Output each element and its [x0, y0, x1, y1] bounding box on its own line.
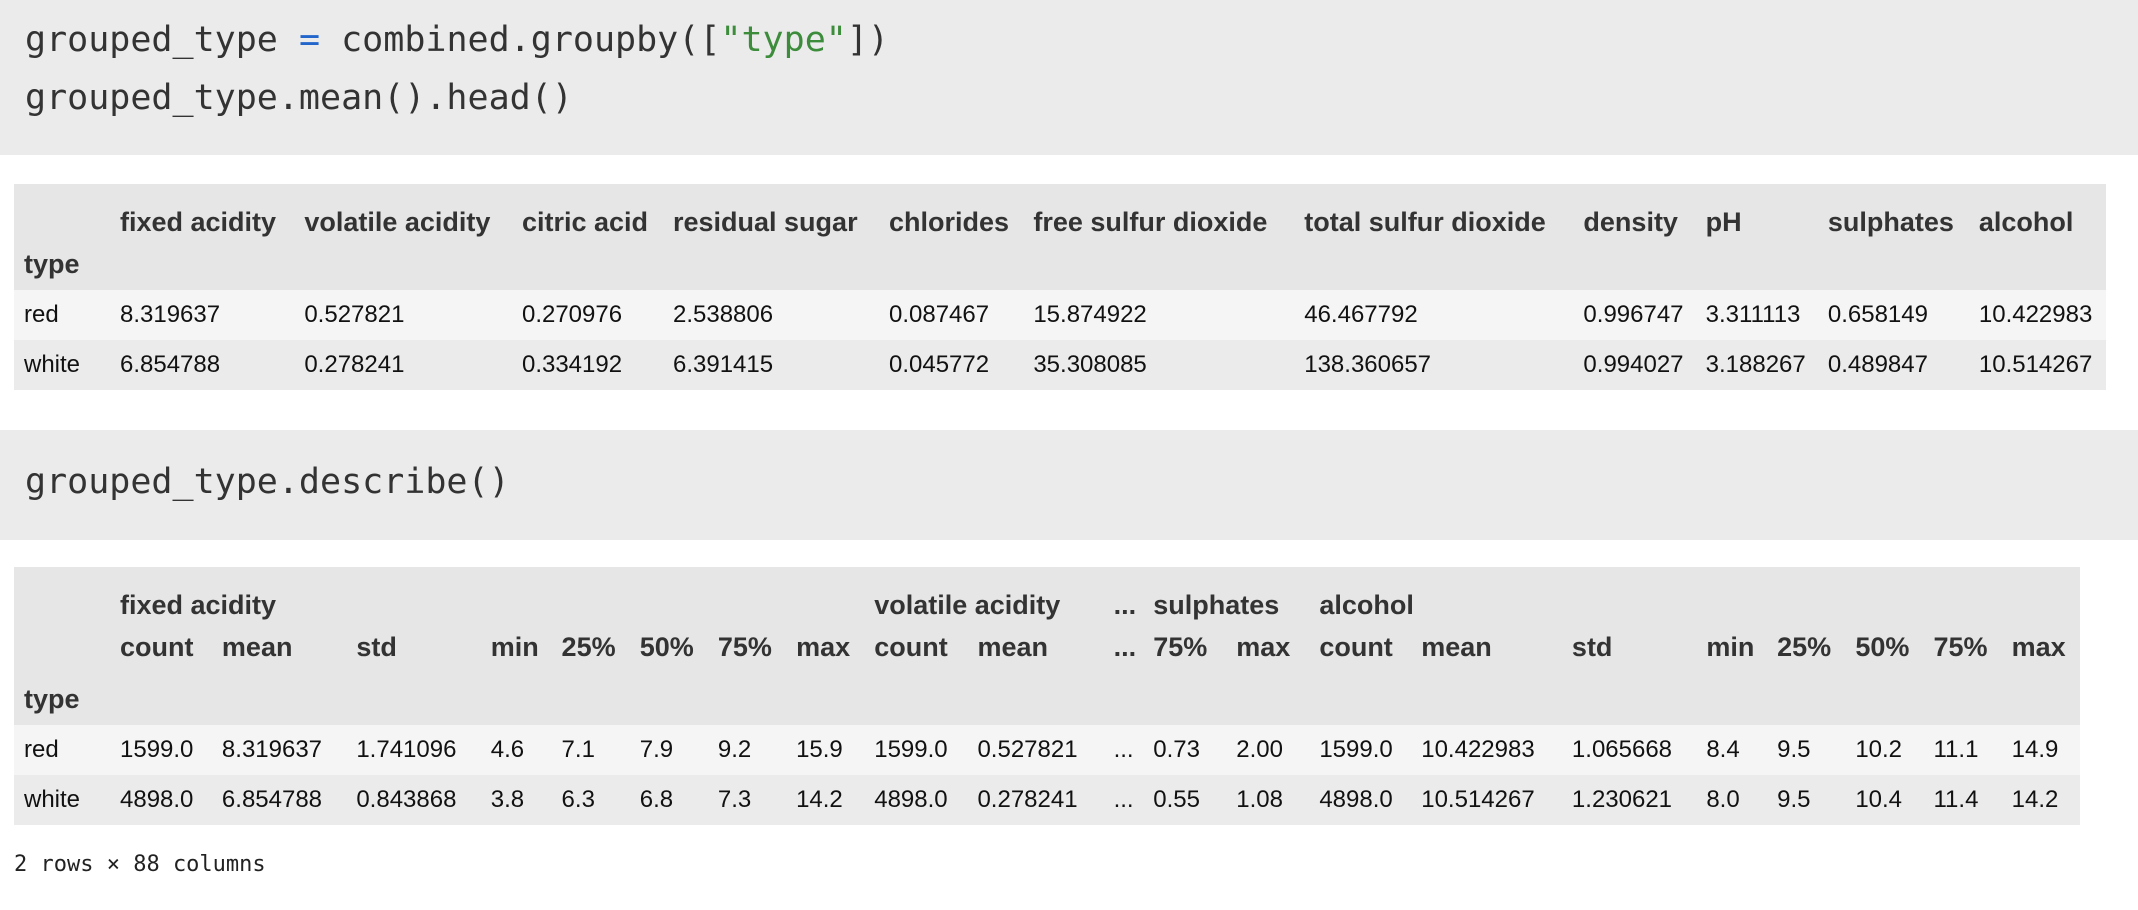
column-header: total sulfur dioxide [1304, 207, 1546, 237]
row-label: red [24, 736, 59, 763]
mean-output-table [14, 184, 2106, 390]
index-name-row [14, 238, 2106, 290]
table-row: red 8.319637 0.527821 0.270976 2.538806 0.087467 15.874922 46.467792 0.996747 3.311113 0.658149 10.422983 [14, 290, 2106, 340]
column-header: sulphates [1827, 207, 1954, 237]
describe-output-table [14, 567, 2080, 825]
group-header: volatile acidity [874, 590, 1061, 620]
subcolumn-header-row: count mean std min 25% 50% 75% max count mean ... 75% max count mean std min 25% 50% 75% max [14, 621, 2080, 673]
group-header: ... [1113, 590, 1137, 620]
column-header: volatile acidity [304, 207, 491, 237]
index-name: type [24, 248, 80, 279]
column-header: chlorides [888, 207, 1010, 237]
row-label: white [24, 351, 81, 378]
index-name-row [14, 673, 2080, 725]
column-header: pH [1705, 207, 1742, 237]
column-header: density [1583, 207, 1678, 237]
row-label: white [24, 786, 81, 813]
index-name: type [24, 683, 80, 714]
row-label: red [24, 301, 59, 328]
column-header: fixed acidity [120, 207, 277, 237]
column-header: free sulfur dioxide [1033, 207, 1268, 237]
code-cell-groupby[interactable] [0, 0, 2138, 155]
code-line-1: grouped_type = combined.groupby(["type"]) [25, 20, 889, 60]
column-header: alcohol [1978, 207, 2074, 237]
code-line-2: grouped_type.mean().head() [25, 78, 573, 118]
group-header: alcohol [1319, 590, 1414, 620]
table-shape-footer: 2 rows × 88 columns [14, 852, 266, 877]
column-header: residual sugar [673, 207, 858, 237]
table-row: white 6.854788 0.278241 0.334192 6.391415 0.045772 35.308085 138.360657 0.994027 3.188267 0.489847 10.514267 [14, 340, 2106, 390]
table-row: white 4898.0 6.854788 0.843868 3.8 6.3 6.8 7.3 14.2 4898.0 0.278241 ... 0.55 1.08 4898.0 10.514267 1.230621 8.0 9.5 10.4 11.4 14.2 [14, 775, 2080, 825]
table-header-row [14, 184, 2106, 238]
code-cell-describe[interactable] [0, 430, 2138, 540]
table-row: red 1599.0 8.319637 1.741096 4.6 7.1 7.9 9.2 15.9 1599.0 0.527821 ... 0.73 2.00 1599.0 10.422983 1.065668 8.4 9.5 10.2 11.1 14.9 [14, 725, 2080, 775]
code-line-describe: grouped_type.describe() [25, 462, 510, 502]
column-header: citric acid [521, 207, 649, 237]
group-header: fixed acidity [120, 590, 277, 620]
group-header-row [14, 567, 2080, 621]
group-header: sulphates [1153, 590, 1280, 620]
